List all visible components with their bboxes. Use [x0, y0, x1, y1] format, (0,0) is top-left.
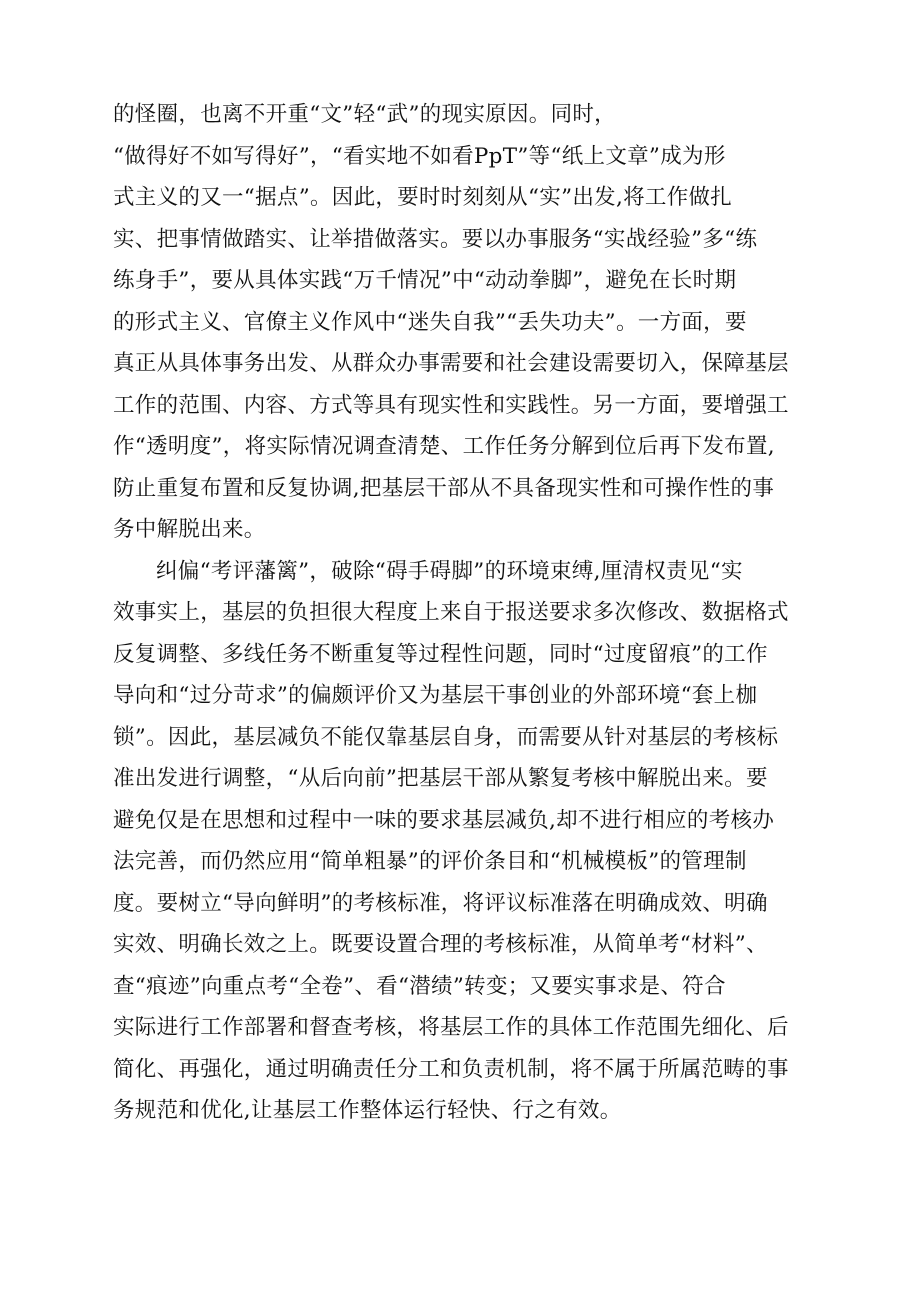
body-text [113, 94, 828, 1132]
text-line-first: 纠偏“考评藩篱”，破除“碍手碍脚”的环境束缚,厘清权责见“实 [156, 558, 743, 584]
text-line: 式主义的又一“据点”。因此，要时时刻刻从“实”出发,将工作做扎 [113, 185, 733, 210]
text-line: 准出发进行调整，“从后向前”把基层干部从繁复考核中解脱出来。要 [113, 766, 768, 791]
text-line: 的怪圈，也离不开重“文”轻“武”的现实原因。同时， [113, 102, 616, 127]
text-line: 简化、再强化，通过明确责任分工和负责机制，将不属于所属范畴的事 [113, 1056, 789, 1082]
text-line: 作“透明度”，将实际情况调查清楚、工作任务分解到位后再下发布置, [113, 434, 775, 459]
text-line: 避免仅是在思想和过程中一味的要求基层减负,却不进行相应的考核办 [113, 807, 775, 833]
text-line: 度。要树立“导向鲜明”的考核标准，将评议标准落在明确成效、明确 [113, 890, 768, 916]
text-line: 务中解脱出来。 [113, 517, 266, 542]
text-line: 导向和“过分苛求”的偏颇评价又为基层干事创业的外部环境“套上枷 [113, 683, 758, 708]
text-line: 工作的范围、内容、方式等具有现实性和实践性。另一方面，要增强工 [113, 392, 789, 418]
text-line: 实效、明确长效之上。既要设置合理的考核标准，从简单考“材料”、 [113, 932, 768, 957]
text-line: 锁”。因此，基层减负不能仅靠基层自身，而需要从针对基层的考核标 [113, 724, 779, 750]
text-line: 效事实上，基层的负担很大程度上来自于报送要求多次修改、数据格式 [113, 600, 789, 625]
text-line: 法完善，而仍然应用“简单粗暴”的评价条目和“机械模板”的管理制 [113, 849, 747, 874]
text-line: 练身手”，要从具体实践“万千情况”中“动动拳脚”，避免在长时期 [113, 268, 737, 293]
text-line: 真正从具体事务出发、从群众办事需要和社会建设需要切入，保障基层 [113, 351, 789, 376]
text-line: 防止重复布置和反复协调,把基层干部从不具备现实性和可操作性的事 [113, 475, 775, 501]
text-line: 查“痕迹”向重点考“全卷”、看“潜绩”转变；又要实事求是、符合 [113, 973, 726, 999]
text-line: 的形式主义、官僚主义作风中“迷失自我”“丢失功夫”。一方面，要 [113, 309, 747, 335]
paragraph-1 [113, 94, 828, 551]
text-line: 务规范和优化,让基层工作整体运行轻快、行之有效。 [113, 1098, 622, 1123]
text-line: 实际进行工作部署和督查考核，将基层工作的具体工作范围先细化、后 [113, 1015, 789, 1040]
text-line: 反复调整、多线任务不断重复等过程性问题，同时“过度留痕”的工作 [113, 641, 768, 667]
text-line: “做得好不如写得好”，“看实地不如看PpT”等“纸上文章”成为形 [113, 143, 726, 169]
paragraph-2 [113, 551, 828, 1132]
text-line: 实、把事情做踏实、让举措做落实。要以办事服务“实战经验”多“练 [113, 226, 758, 252]
